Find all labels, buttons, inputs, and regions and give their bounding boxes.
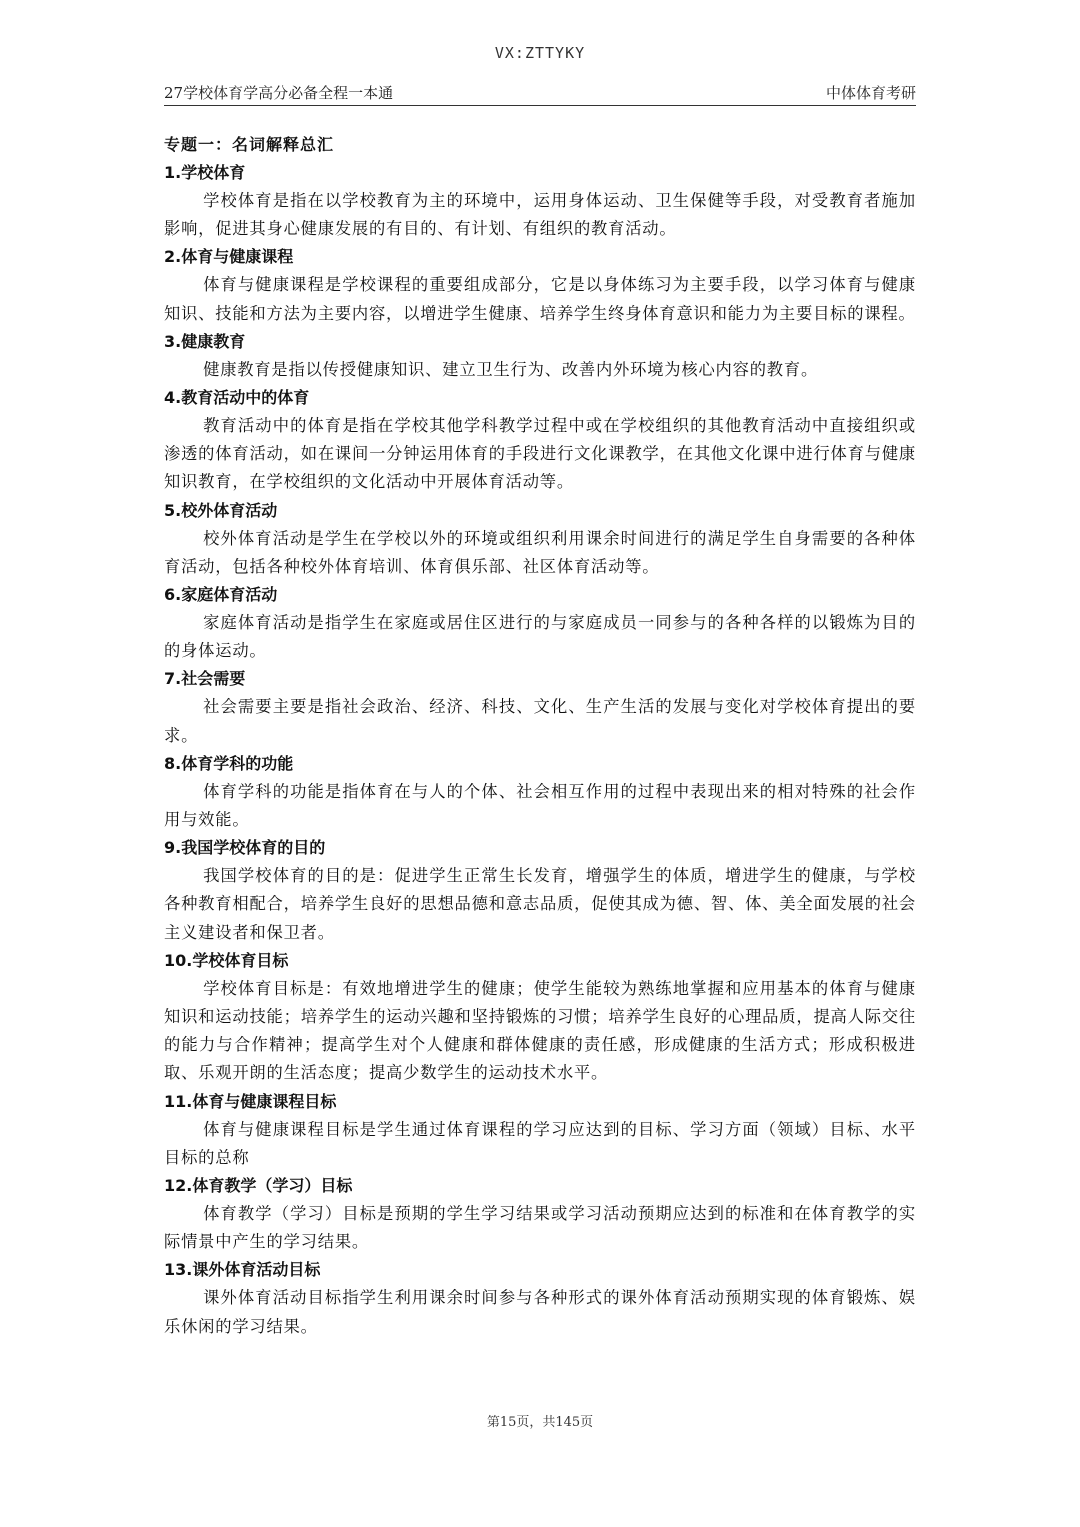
term-definition: 体育与健康课程目标是学生通过体育课程的学习应达到的目标、学习方面（领域）目标、水平目标的总称 [164,1119,916,1167]
term-definition: 教育活动中的体育是指在学校其他学科教学过程中或在学校组织的其他教育活动中直接组织或渗透的体育活动，如在课间一分钟运用体育的手段进行文化课教学，在其他文化课中进行体育与健康知识教育，在学校组织的文化活动中开展体育活动等。 [164,416,916,492]
term-definition: 社会需要主要是指社会政治、经济、科技、文化、生产生活的发展与变化对学校体育提出的要求。 [164,697,916,745]
term-heading: 6.家庭体育活动 [164,585,278,605]
header-publisher: 中体体育考研 [825,84,916,102]
page-header [164,79,916,103]
term-heading: 12.体育教学（学习）目标 [164,1176,353,1196]
term-entry [164,1256,916,1340]
term-entry [164,665,916,749]
section-title: 专题一：名词解释总汇 [164,135,335,154]
term-entry [164,1088,916,1172]
term-definition: 课外体育活动目标指学生利用课余时间参与各种形式的课外体育活动预期实现的体育锻炼、娱乐休闲的学习结果。 [164,1288,916,1336]
term-heading: 4.教育活动中的体育 [164,388,310,408]
term-heading: 10.学校体育目标 [164,950,289,970]
term-heading: 2.体育与健康课程 [164,247,294,267]
term-heading: 1.学校体育 [164,163,246,182]
term-entry [164,834,916,947]
term-heading: 7.社会需要 [164,669,246,689]
page-number: 第15页，共145页 [486,1415,594,1430]
term-entry [164,384,916,497]
term-heading: 11.体育与健康课程目标 [164,1091,337,1111]
term-definition: 学校体育是指在以学校教育为主的环境中，运用身体运动、卫生保健等手段，对受教育者施加影响，促进其身心健康发展的有目的、有计划、有组织的教育活动。 [164,191,916,239]
term-definition: 健康教育是指以传授健康知识、建立卫生行为、改善内外环境为核心内容的教育。 [203,359,819,379]
watermark-text: VX:ZTTYKY [494,44,586,62]
header-divider [164,105,916,106]
term-definition: 我国学校体育的目的是：促进学生正常生长发育，增强学生的体质，增进学生的健康，与学校各种教育相配合，培养学生良好的思想品德和意志品质，促使其成为德、智、体、美全面发展的社会主义建设者和保卫者。 [164,866,916,942]
term-entry [164,328,916,384]
main-content [164,131,916,1341]
term-definition: 家庭体育活动是指学生在家庭或居住区进行的与家庭成员一同参与的各种各样的以锻炼为目的的身体运动。 [164,613,916,661]
term-entry [164,750,916,834]
term-entry [164,1172,916,1256]
term-heading: 9.我国学校体育的目的 [164,838,326,858]
term-heading: 3.健康教育 [164,331,246,351]
header-book-title: 27学校体育学高分必备全程一本通 [164,84,394,102]
term-definition: 体育教学（学习）目标是预期的学生学习结果或学习活动预期应达到的标准和在体育教学的实际情景中产生的学习结果。 [164,1204,916,1252]
term-definition: 体育学科的功能是指体育在与人的个体、社会相互作用的过程中表现出来的相对特殊的社会作用与效能。 [164,781,916,830]
term-definition: 学校体育目标是：有效地增进学生的健康；使学生能较为熟练地掌握和应用基本的体育与健康知识和运动技能；培养学生的运动兴趣和坚持锻炼的习惯；培养学生良好的心理品质，提高人际交往的能力与合作精神；提高学生对个人健康和群体健康的责任感，形成健康的生活方式；形成积极进取、乐观开朗的生活态度；提高少数学生的运动技术水平。 [164,978,916,1083]
term-definition: 体育与健康课程是学校课程的重要组成部分，它是以身体练习为主要手段，以学习体育与健康知识、技能和方法为主要内容，以增进学生健康、培养学生终身体育意识和能力为主要目标的课程。 [164,275,916,323]
term-entry [164,159,916,243]
term-heading: 5.校外体育活动 [164,500,278,520]
term-entry [164,243,916,327]
term-definition: 校外体育活动是学生在学校以外的环境或组织利用课余时间进行的满足学生自身需要的各种体育活动，包括各种校外体育培训、体育俱乐部、社区体育活动等。 [164,528,916,576]
term-entry [164,581,916,665]
term-entry [164,947,916,1088]
term-entry [164,497,916,581]
term-heading: 13.课外体育活动目标 [164,1260,321,1280]
term-heading: 8.体育学科的功能 [164,753,294,773]
